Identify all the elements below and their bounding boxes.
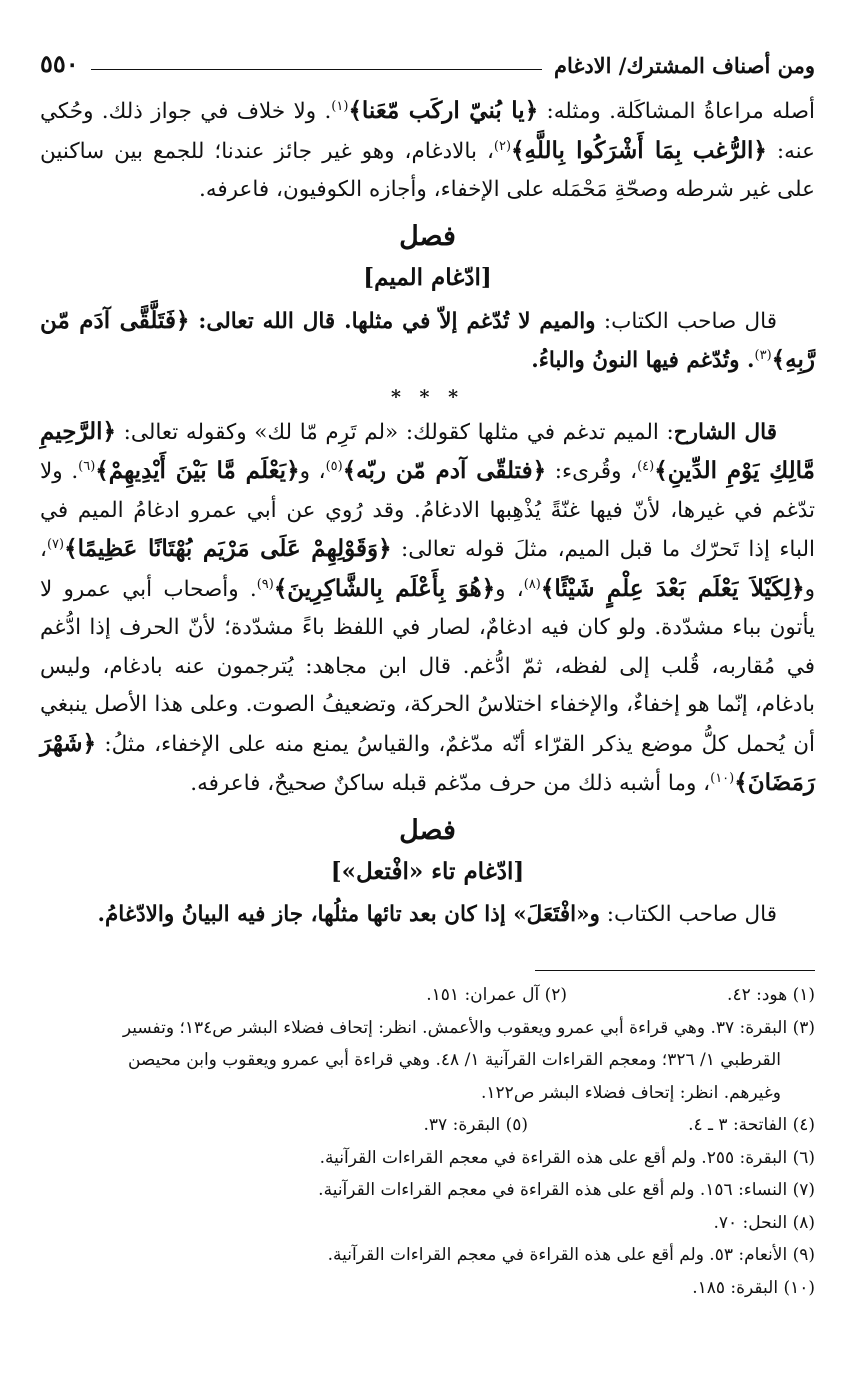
text-run: ، و (299, 459, 326, 484)
rule-text: . وتُدّغم فيها النونُ والباءُ. (531, 348, 755, 373)
quran-quote: ﴿هُوَ بِأَعْلَم بِالشَّاكِرِينَ﴾ (273, 574, 496, 602)
page-header (40, 44, 815, 78)
section-subheading: [ادّغام الميم] (363, 263, 492, 291)
section-heading: فصل (399, 814, 456, 846)
text-run: ، بالادغام، وهو غير جائز عندنا؛ للجمع بين ساكنين على غير شرطه وصحّةِ مَحْمَله على الإخفاء، وأجازه الكوفيون، فاعرفه. (40, 138, 815, 202)
quran-quote: ﴿يا بُنيّ اركَب مّعَنا﴾ (348, 97, 539, 124)
commentary-paragraph (40, 413, 815, 804)
quran-quote: ﴿فَتَلَّقَّى آدَم مّن رَّبِهِ﴾ (40, 306, 815, 373)
footnote-ref: (٦) (78, 458, 96, 474)
footnote-ref: (٨) (523, 576, 541, 592)
footnote-ref: (٢) (493, 138, 512, 154)
footnote-ref: (١) (331, 98, 349, 114)
header-rule (91, 69, 542, 70)
text-run: قال صاحب الكتاب: (599, 901, 777, 927)
running-title: ومن أصناف المشترك/ الادغام (553, 53, 815, 78)
text-run: . ولا خلاف في جواز ذلك. وحُكي عنه: (40, 99, 815, 164)
footnote-continuation: القرطبي ١/ ٣٢٦؛ ومعجم القراءات القرآنية ١/ ٤٨. وهي قراءة أبي عمرو ويعقوب وابن محيصن (127, 1050, 781, 1070)
section-divider-stars: * * * (390, 385, 465, 408)
commentary-lead: قال الشارح (673, 419, 778, 445)
text-run: قال صاحب الكتاب: (595, 308, 777, 334)
footnote-ref: (٧) (46, 536, 65, 552)
footnote-ref: (٤) (637, 458, 655, 474)
text-run: أصله مراعاةُ المشاكَلة. ومثله: (538, 99, 816, 124)
rule-text: و«افْتَعَلَ» إذا كان بعد تائها مثلُها، جاز فيه البيانُ والادّغامُ. (97, 901, 600, 927)
text-run: ، و (40, 537, 815, 602)
footnote-ref: (١٠) (710, 770, 735, 786)
quran-quote: ﴿الرُّغب بِمَا أَشْرَكُوا بِاللَّهِ﴾ (511, 136, 767, 164)
footnote: (٩) الأنعام: ٥٣. ولم أقع على هذه القراءة في معجم القراءات القرآنية. (327, 1245, 815, 1265)
text-run: ، و (495, 576, 524, 602)
text-paragraph (40, 896, 815, 935)
text-paragraph (40, 302, 815, 381)
quran-quote: ﴿يَعْلَم مَّا بَيْنَ أَيْدِيهِمْ﴾ (95, 457, 300, 484)
text-run: : الميم تدغم في مثلها كقولك: «لم تَرِم مّا لك» وكقوله تعالى: (116, 419, 674, 445)
quran-quote: ﴿شَهْرَ رَمَضَانَ﴾ (40, 729, 815, 796)
footnote: (٤) الفاتحة: ٣ ـ ٤. (688, 1115, 815, 1135)
footnote: (٦) البقرة: ٢٥٥. ولم أقع على هذه القراءة في معجم القراءات القرآنية. (319, 1147, 815, 1168)
rule-text: والميم لا تُدّغم إلاّ في مثلها. قال الله تعالى: (189, 308, 596, 334)
section-subheading: [ادّغام تاء «افْتعل»] (330, 857, 525, 885)
section-heading: فصل (399, 220, 456, 252)
quran-quote: ﴿الرَّحِيمِ مَّالِكِ يَوْمِ الدِّينِ﴾ (40, 417, 816, 484)
text-run: ، وقُرىء: (546, 459, 638, 484)
text-run: . ولا تدّغم في غيرها، لأنّ فيها غنّةً يُذْهِبها الادغامُ. وقد رُوي عن أبي عمرو ادغامُ الميم في الباء إذا تَحرّك ما قبل الميم، مثلَ قوله تعالى: (40, 459, 815, 562)
footnote: (١٠) البقرة: ١٨٥. (692, 1277, 815, 1298)
footnote-continuation: وغيرهم. انظر: إتحاف فضلاء البشر ص١٢٢. (481, 1082, 781, 1103)
footnote-row (40, 1109, 815, 1142)
text-run: . وأصحاب أبي عمرو لا يأتون بباء مشدّدة. ولو كان فيه ادغامٌ، لصار في اللفظ باءً مشدّدة؛ لأنّ الحرف إذا ادُّغم في مُقاربه، قُلب إلى لفظه، ثمّ ادُّغم. قال ابن مجاهد: يُترجمون عنه بادغام، وليس بادغام، إنّما هو إخفاءٌ، والإخفاء اختلاسُ الحركة، وتضعيفُ الصوت. وعلى هذا الأصل ينبغي أن يُحمل كلُّ موضع يذكر القرّاء أنّه مدّغمٌ، والقياسُ يمنع منه على الإخفاء، مثلُ: (40, 576, 815, 757)
page-number: ٥٥٠ (40, 49, 79, 78)
quran-quote: ﴿فتلقّى آدم مّن ربّه﴾ (342, 457, 547, 484)
footnote-separator (535, 970, 815, 971)
footnotes (40, 979, 815, 1304)
quran-quote: ﴿لِكَيْلاَ يَعْلَم بَعْدَ عِلْمٍ شَيْئًا﴾ (540, 574, 805, 602)
footnote: (٧) النساء: ١٥٦. ولم أقع على هذه القراءة في معجم القراءات القرآنية. (318, 1180, 815, 1200)
text-run: ، وما أشبه ذلك من حرف مدّغم قبله ساكنٌ صحيحٌ، فاعرفه. (190, 771, 711, 796)
footnote-row (40, 979, 815, 1012)
footnote: (٢) آل عمران: ١٥١. (426, 985, 568, 1005)
footnote: (١) هود: ٤٢. (727, 985, 815, 1005)
footnote-ref: (٣) (754, 347, 772, 363)
main-text (40, 92, 815, 934)
footnote-ref: (٩) (256, 576, 274, 592)
footnote: (٨) النحل: ٧٠. (713, 1212, 815, 1233)
quran-quote: ﴿وَقَوْلِهِمْ عَلَى مَرْيَم بُهْتَانًا عَظِيمًا﴾ (64, 535, 392, 562)
footnote-ref: (٥) (325, 458, 343, 474)
footnote: (٥) البقرة: ٣٧. (423, 1115, 529, 1135)
footnote: (٣) البقرة: ٣٧. وهي قراءة أبي عمرو ويعقوب والأعمش. انظر: إتحاف فضلاء البشر ص١٣٤؛ وتفسير (122, 1017, 815, 1038)
paragraph-1 (40, 92, 815, 210)
